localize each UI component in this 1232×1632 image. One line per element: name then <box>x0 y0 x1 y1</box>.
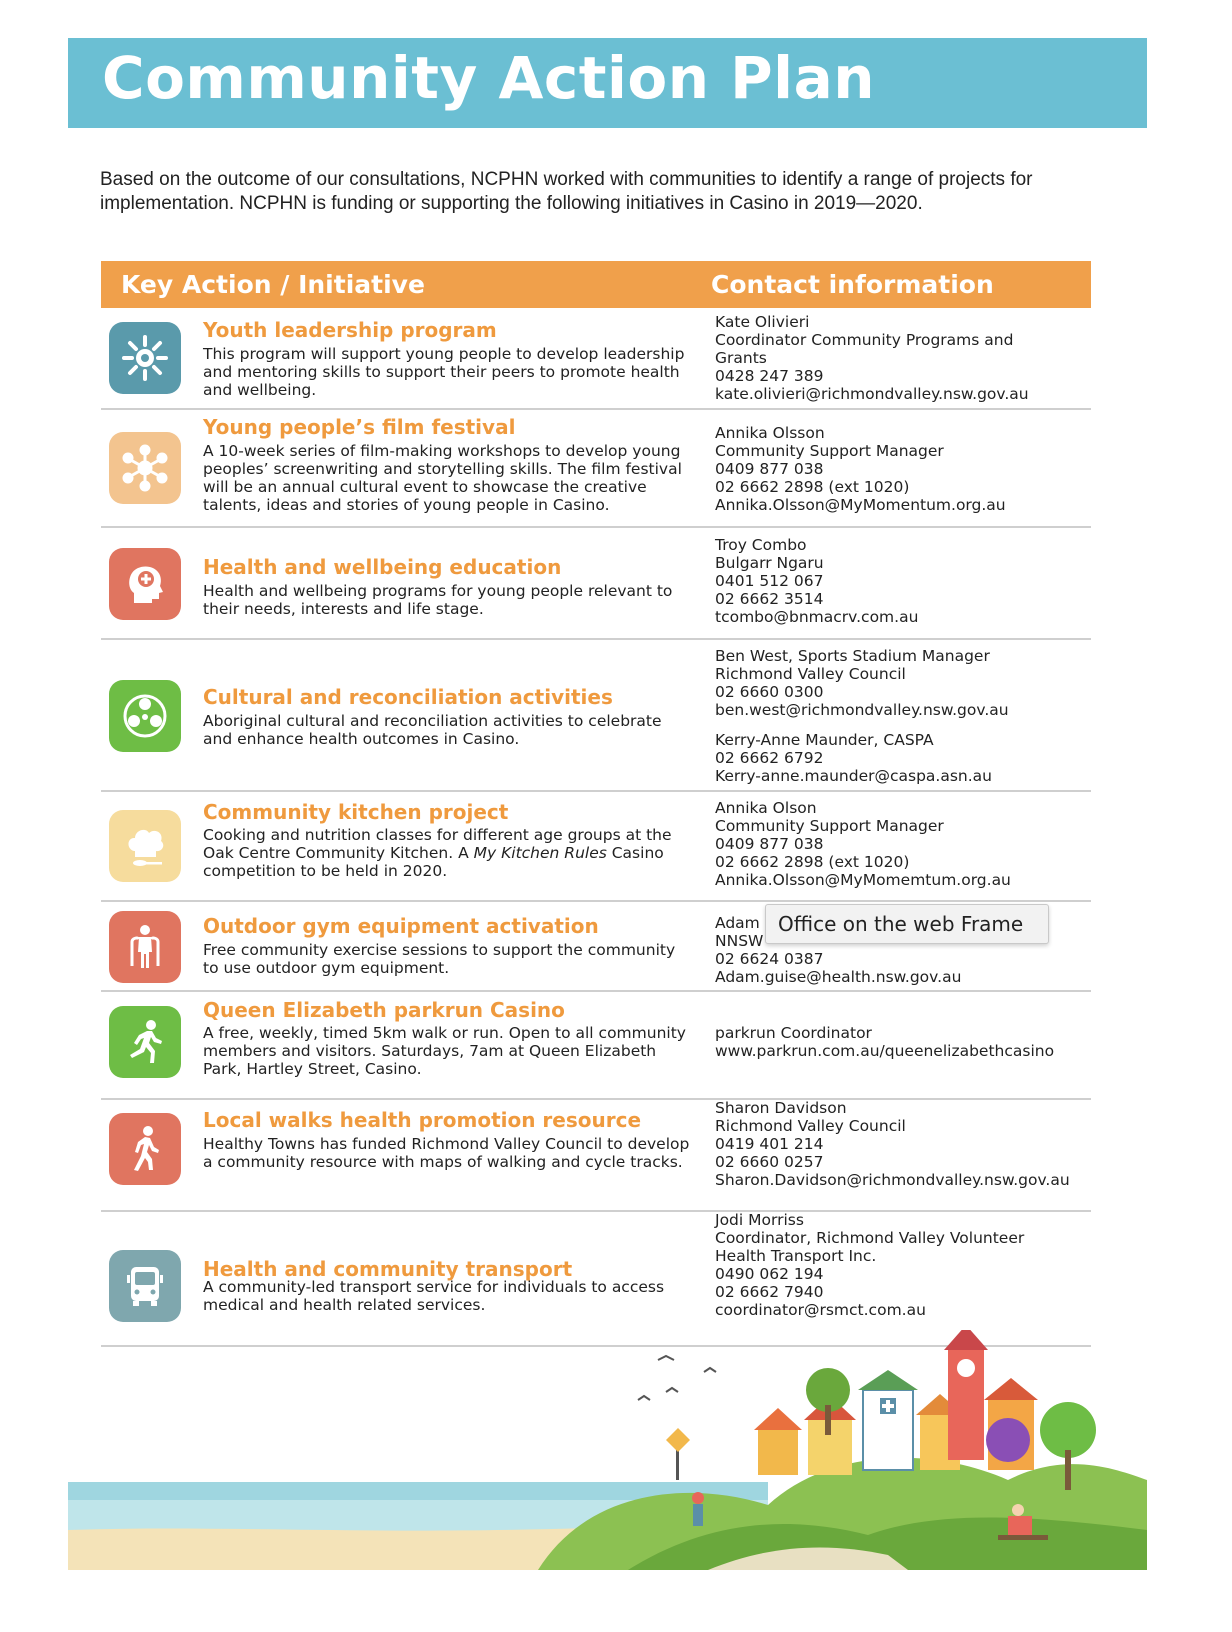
row-title: Cultural and reconciliation activities <box>203 685 613 709</box>
cultural-circles-icon <box>109 680 181 752</box>
title-banner <box>68 38 1147 128</box>
row-title: Health and wellbeing education <box>203 555 562 579</box>
table-row <box>101 528 1091 640</box>
table-row <box>101 1100 1091 1212</box>
intro-paragraph: Based on the outcome of our consultations, NCPHN worked with communities to identify a range of projects for implementation. NCPHN is funding or supporting the following initiatives in Casino in 2019—2020. <box>100 169 1033 214</box>
row-contact: Annika Olson Community Support Manager 0409 877 038 02 6662 2898 (ext 1020) Annika.Olsson@MyMomemtum.org.au <box>715 799 1011 889</box>
row-contact: parkrun Coordinator www.parkrun.com.au/queenelizabethcasino <box>715 1024 1055 1060</box>
head-health-icon <box>109 548 181 620</box>
exercise-person-icon <box>109 911 181 983</box>
row-title: Health and community transport <box>203 1257 573 1281</box>
table-header <box>101 261 1091 308</box>
row-description: Cooking and nutrition classes for different age groups at the Oak Centre Community Kitchen. A My Kitchen Rules Casino competition to be held in 2020. <box>203 826 672 880</box>
page-title: Community Action Plan <box>102 44 875 112</box>
row-contact: Sharon Davidson Richmond Valley Council 0419 401 214 02 6660 0257 Sharon.Davidson@richmondvalley.nsw.gov.au <box>715 1099 1070 1189</box>
table-row <box>101 1212 1091 1347</box>
row-description: A 10-week series of film-making workshops to develop young peoples’ screenwriting and storytelling skills. The film festival will be an annual cultural event to showcase the creative talents, ideas and stories of young people in Casino. <box>203 442 682 514</box>
row-description: A free, weekly, timed 5km walk or run. Open to all community members and visitors. Saturdays, 7am at Queen Elizabeth Park, Hartley Street, Casino. <box>203 1024 686 1078</box>
table-row <box>101 992 1091 1100</box>
row-title: Local walks health promotion resource <box>203 1108 642 1132</box>
bus-icon <box>109 1250 181 1322</box>
row-title: Queen Elizabeth parkrun Casino <box>203 998 565 1022</box>
row-description: Healthy Towns has funded Richmond Valley Council to develop a community resource with maps of walking and cycle tracks. <box>203 1135 690 1171</box>
table-row <box>101 792 1091 902</box>
row-contact: Ben West, Sports Stadium Manager Richmond Valley Council 02 6660 0300 ben.west@richmondvalley.nsw.gov.au Kerry-Anne Maunder, CASPA 02 6662 6792 Kerry-anne.maunder@caspa.asn.au <box>715 647 1009 785</box>
chef-hat-icon <box>109 810 181 882</box>
row-description: This program will support young people to develop leadership and mentoring skills to support their peers to promote health and wellbeing. <box>203 345 685 399</box>
row-contact: Kate Olivieri Coordinator Community Programs and Grants 0428 247 389 kate.olivieri@richmondvalley.nsw.gov.au <box>715 313 1029 403</box>
row-contact: Adam NNSW 02 6624 0387 Adam.guise@health.nsw.gov.au <box>715 914 962 986</box>
runner-icon <box>109 1006 181 1078</box>
column-header-action: Key Action / Initiative <box>121 270 425 299</box>
row-description: A community-led transport service for individuals to access medical and health related services. <box>203 1278 665 1314</box>
row-contact: Troy Combo Bulgarr Ngaru 0401 512 067 02 6662 3514 tcombo@bnmacrv.com.au <box>715 536 919 626</box>
sunburst-icon <box>109 322 181 394</box>
row-description: Health and wellbeing programs for young people relevant to their needs, interests and life stage. <box>203 582 673 618</box>
row-contact: Jodi Morriss Coordinator, Richmond Valley Volunteer Health Transport Inc. 0490 062 194 02 6662 7940 coordinator@rsmct.com.au <box>715 1211 1025 1319</box>
table-row <box>101 640 1091 792</box>
row-contact: Annika Olsson Community Support Manager 0409 877 038 02 6662 2898 (ext 1020) Annika.Olsson@MyMomentum.org.au <box>715 424 1006 514</box>
row-description: Free community exercise sessions to support the community to use outdoor gym equipment. <box>203 941 676 977</box>
table-row <box>101 410 1091 528</box>
town-illustration <box>68 1330 1147 1570</box>
walker-icon <box>109 1113 181 1185</box>
office-frame-tooltip: Office on the web Frame <box>765 904 1049 944</box>
network-icon <box>109 432 181 504</box>
row-description: Aboriginal cultural and reconciliation activities to celebrate and enhance health outcomes in Casino. <box>203 712 662 748</box>
table-row <box>101 310 1091 410</box>
column-header-contact: Contact information <box>711 270 994 299</box>
row-title: Outdoor gym equipment activation <box>203 914 599 938</box>
row-title: Young people’s film festival <box>203 415 516 439</box>
row-title: Youth leadership program <box>203 318 497 342</box>
row-title: Community kitchen project <box>203 800 509 824</box>
